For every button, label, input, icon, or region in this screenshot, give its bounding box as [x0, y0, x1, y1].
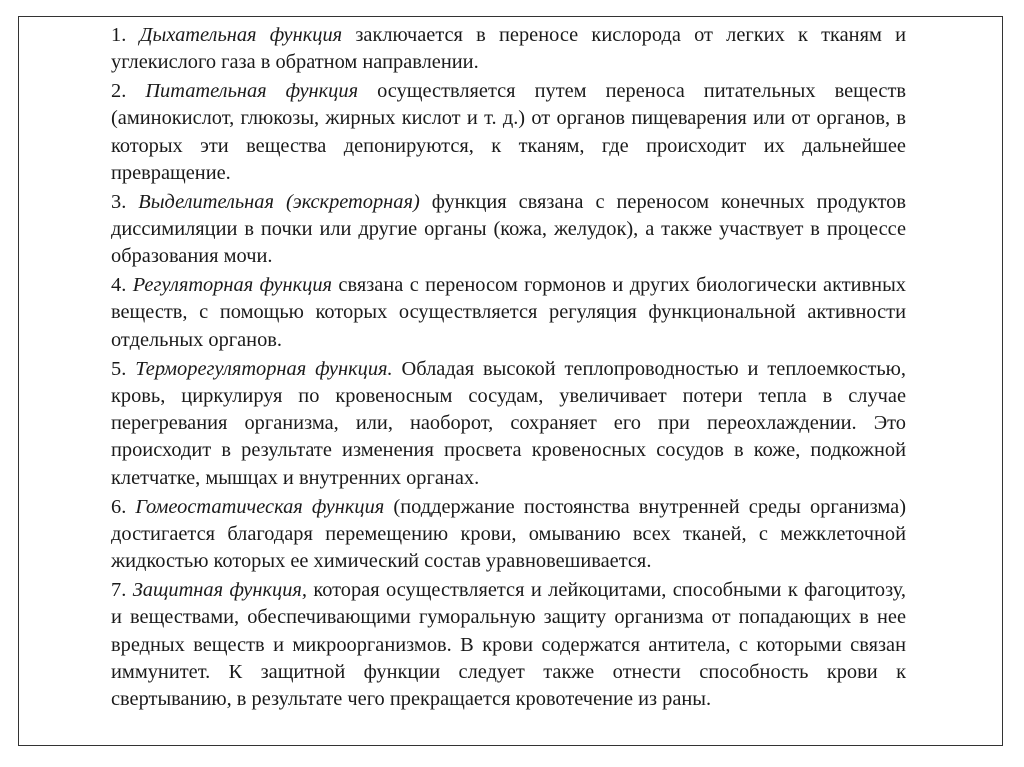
list-item [111, 356, 906, 492]
list-item [111, 577, 906, 713]
item-term: Защитная функция, [132, 578, 307, 601]
item-number: 7. [111, 578, 133, 601]
item-text: (поддержание постоянства внутренней среды организма) достигается благодаря перемещению крови, омыванию всех тканей, с межклеточной жидкостью которых ее химический состав уравновешивается. [111, 495, 907, 573]
list-item [111, 78, 906, 187]
item-text: осуществляется путем переноса питательных веществ (аминокислот, глюкозы, жирных кислот и т. д.) от органов пищеварения или от органов, в которых эти вещества депонируются, к тканям, где происходит их дальнейшее превращение. [111, 80, 906, 184]
item-text: связана с переносом гормонов и других биологически активных веществ, с помощью которых осуществляется регуляция функциональной активности отдельных органов. [111, 274, 906, 351]
item-number: 3. [111, 190, 139, 213]
item-term: Дыхательная функция [139, 24, 343, 46]
item-text: функция связана с переносом конечных продуктов диссимиляции в почки или другие органы (кожа, желудок), а также участвует в процессе образования мочи. [111, 190, 907, 268]
list-item [111, 22, 906, 77]
item-term: Гомеостатическая функция [135, 495, 385, 518]
item-text: заключается в переносе кислорода от легких к тканям и углекислого газа в обратном направлении. [111, 24, 907, 74]
item-number: 1. [111, 24, 140, 46]
functions-list [111, 22, 906, 715]
item-term: Выделительная (экскреторная) [138, 190, 420, 213]
item-text: Обладая высокой теплопроводностью и теплоемкостью, кровь, циркулируя по кровеносным сосудам, увеличивает потери тепла в случае перегревания организма, или, наоборот, сохраняет его при переохлаждении. Это происходит в результате изменения просвета кровеносных сосудов в коже, подкожной клетчатке, мышцах и внутренних органах. [111, 357, 906, 489]
list-item [111, 494, 906, 576]
item-term: Терморегуляторная функция. [135, 357, 393, 380]
list-item [111, 272, 906, 354]
item-term: Питательная функция [145, 80, 359, 103]
item-number: 6. [111, 495, 136, 518]
list-item [111, 189, 906, 271]
item-number: 5. [111, 357, 136, 380]
item-term: Регуляторная функция [132, 274, 333, 297]
item-text: которая осуществляется и лейкоцитами, способными к фагоцитозу, и веществами, обеспечивающими гуморальную защиту организма от попадающих в нее вредных веществ и микроорганизмов. В крови содержатся антитела, с которыми связан иммунитет. К защитной функции следует также отнести способность крови к свертыванию, в результате чего прекращается кровотечение из раны. [111, 578, 907, 711]
item-number: 4. [111, 274, 133, 297]
item-number: 2. [111, 80, 146, 103]
